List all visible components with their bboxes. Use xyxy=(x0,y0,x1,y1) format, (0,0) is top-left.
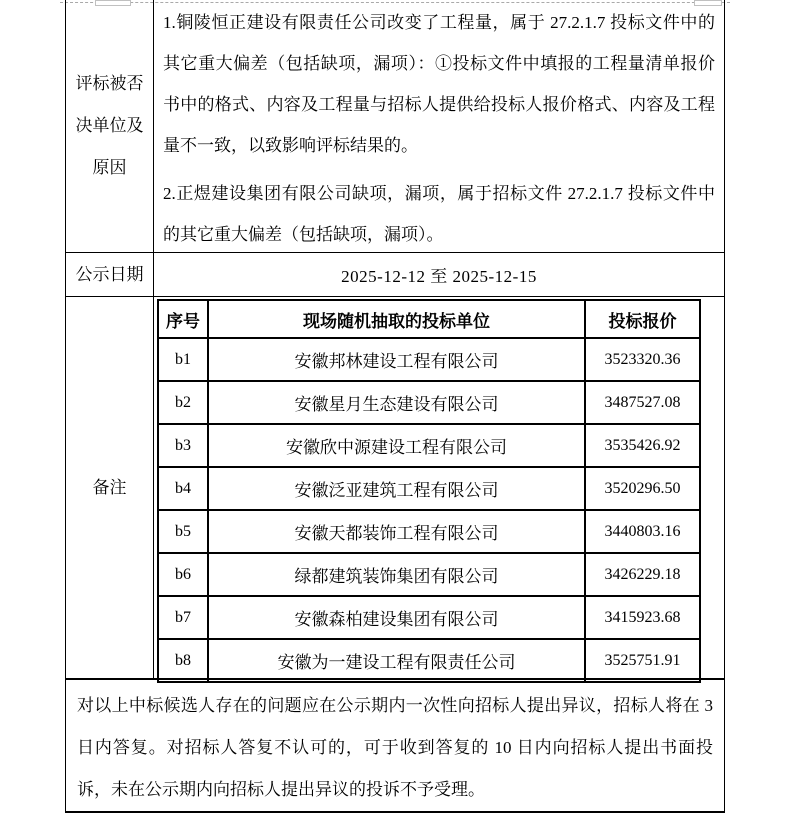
notice-table xyxy=(65,0,725,813)
company-cell: 安徽森柏建设集团有限公司 xyxy=(208,596,585,639)
reject-paragraph-1: 1.铜陵恒正建设有限责任公司改变了工程量，属于 27.2.1.7 投标文件中的其它重大偏差（包括缺项，漏项）：①投标文件中填报的工程量清单报价书中的格式、内容及工程量与招标人提供给投标人报价格式、内容及工程量不一致，以致影响评标结果的。 xyxy=(163,13,715,155)
price-cell: 3525751.91 xyxy=(585,639,700,682)
publicity-date-value-cell xyxy=(154,253,724,296)
bid-table xyxy=(157,299,701,683)
seq-cell: b2 xyxy=(158,381,208,424)
remarks-content-cell xyxy=(154,297,724,678)
seq-cell: b6 xyxy=(158,553,208,596)
table-row xyxy=(158,596,700,639)
reject-paragraph-2: 2.正煜建设集团有限公司缺项，漏项，属于招标文件 27.2.1.7 投标文件中的其它重大偏差（包括缺项，漏项）。 xyxy=(163,184,715,244)
table-row xyxy=(158,553,700,596)
remarks-row xyxy=(66,297,724,680)
price-cell: 3440803.16 xyxy=(585,510,700,553)
price-cell: 3523320.36 xyxy=(585,338,700,381)
seq-cell: b7 xyxy=(158,596,208,639)
price-cell: 3535426.92 xyxy=(585,424,700,467)
price-cell: 3487527.08 xyxy=(585,381,700,424)
company-cell: 安徽邦林建设工程有限公司 xyxy=(208,338,585,381)
table-row xyxy=(158,510,700,553)
seq-cell: b1 xyxy=(158,338,208,381)
publicity-date-label-cell xyxy=(66,253,154,296)
publicity-date-value: 2025-12-12 至 2025-12-15 xyxy=(341,267,537,287)
publicity-date-label: 公示日期 xyxy=(75,264,144,284)
table-row xyxy=(158,639,700,682)
bid-table-header-row xyxy=(158,300,700,338)
company-cell: 安徽星月生态建设有限公司 xyxy=(208,381,585,424)
table-row xyxy=(158,338,700,381)
reject-row xyxy=(66,0,724,253)
table-row xyxy=(158,424,700,467)
company-cell: 安徽天都装饰工程有限公司 xyxy=(208,510,585,553)
reject-label: 评标被否决单位及原因 xyxy=(75,74,144,177)
company-cell: 安徽泛亚建筑工程有限公司 xyxy=(208,467,585,510)
price-cell: 3426229.18 xyxy=(585,553,700,596)
seq-cell: b8 xyxy=(158,639,208,682)
bid-table-header-seq: 序号 xyxy=(158,300,208,338)
reject-label-cell xyxy=(66,0,154,252)
company-cell: 安徽欣中源建设工程有限公司 xyxy=(208,424,585,467)
bid-table-header-company: 现场随机抽取的投标单位 xyxy=(208,300,585,338)
company-cell: 绿都建筑装饰集团有限公司 xyxy=(208,553,585,596)
table-row xyxy=(158,467,700,510)
price-cell: 3415923.68 xyxy=(585,596,700,639)
seq-cell: b3 xyxy=(158,424,208,467)
seq-cell: b5 xyxy=(158,510,208,553)
remarks-label-cell xyxy=(66,297,154,678)
objection-text: 对以上中标候选人存在的问题应在公示期内一次性向招标人提出异议，招标人将在 3 日内答复。对招标人答复不认可的，可于收到答复的 10 日内向招标人提出书面投诉，未在公示期内向招标人提出异议的投诉不予受理。 xyxy=(77,696,713,799)
remarks-label: 备注 xyxy=(92,477,127,497)
price-cell: 3520296.50 xyxy=(585,467,700,510)
objection-row xyxy=(66,680,724,811)
table-row xyxy=(158,381,700,424)
seq-cell: b4 xyxy=(158,467,208,510)
bid-table-header-price: 投标报价 xyxy=(585,300,700,338)
company-cell: 安徽为一建设工程有限责任公司 xyxy=(208,639,585,682)
reject-content-cell xyxy=(154,0,724,252)
publicity-date-row xyxy=(66,253,724,297)
